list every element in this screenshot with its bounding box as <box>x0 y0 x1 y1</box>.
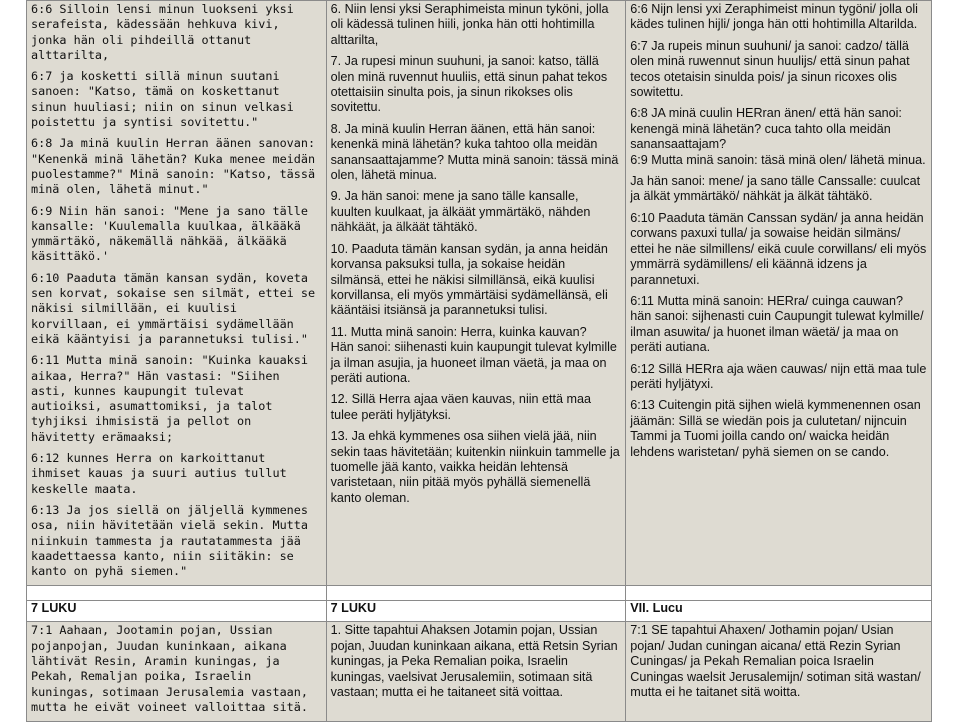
verse-6: 6. Niin lensi yksi Seraphimeista minun tyköni, jolla oli kädessä tulinen hiili, jonka hän otti hohtimilla alttarilta, <box>330 2 609 47</box>
verse-6-12: 6:12 kunnes Herra on karkoittanut ihmiset kauas ja suuri autius tullut keskelle maata. <box>31 451 287 496</box>
spacer-row <box>27 586 932 601</box>
verse-6-11: 6:11 Mutta minä sanoin: "Kuinka kauaksi aikaa, Herra?" Hän vastasi: "Siihen asti, kunnes kaupungit tulevat autioiksi, asumattomiksi, ja talot tyhjiksi ihmisistä ja pellot on hävitetty erämaaksi; <box>31 353 308 444</box>
verse-6-12-old: 6:12 Sillä HERra aja wäen cauwas/ nijn että maa tule peräti hyljätyxi. <box>630 361 927 391</box>
translation-table <box>26 0 932 722</box>
verse-6-6-old: 6:6 Nijn lensi yxi Zeraphimeist minun tygöni/ jolla oli kädes tulinen hijli/ jonga hän otti hohtimilla Altarilda. <box>630 2 918 32</box>
column-1992-translation <box>27 1 327 586</box>
verse-13: 13. Ja ehkä kymmenes osa siihen vielä jää, niin sekin taas hävitetään; kuitenkin niinkuin tammelle ja tuomelle jää kanto, vaikka heidän lehtensä varistetaan, niin pitää myös pyhällä siemenellä kanto oleman. <box>330 429 620 505</box>
column-1642-translation <box>626 1 932 586</box>
verse-6-8: 6:8 Ja minä kuulin Herran äänen sanovan: "Kenenkä minä lähetän? Kuka menee meidän puolestamme?" Minä sanoin: "Katso, tässä minä olen, lähetä minut." <box>31 136 316 197</box>
verse-7-1-old: 7:1 SE tapahtui Ahaxen/ Jothamin pojan/ Usian pojan/ Judan cuningan aicana/ että Rezin Syrian Cuningas/ ja Pekah Remalian poica Israelin Cuningas waelsit Jerusalemijn/ sotiman sitä wastan/ mutta ei he taitanet sitä woitta. <box>630 623 921 700</box>
verse-9: 9. Ja hän sanoi: mene ja sano tälle kansalle, kuulten kuulkaat, ja älkäät ymmärtäkö, nähden nähkäät, ja älkäät tähtäkö. <box>330 189 591 235</box>
verse-6-7: 6:7 ja kosketti sillä minun suutani sanoen: "Katso, tämä on koskettanut sinun huuliasi; niin on sinun velkasi poistettu ja syntisi sovitettu." <box>31 69 294 130</box>
verse-7-1: 7:1 Aahaan, Jootamin pojan, Ussian pojanpojan, Juudan kuninkaan, aikana lähtivät Resin, Aramin kuningas, ja Pekah, Remaljan poika, Israelin kuningas, sotimaan Jerusalemia vastaan, mutta he eivät voineet valloittaa sitä. <box>31 623 308 714</box>
verse-6-9: 6:9 Niin hän sanoi: "Mene ja sano tälle kansalle: 'Kuulemalla kuulkaa, älkääkä ymmärtäkö, näkemällä nähkää, älkääkä käsittäkö.' <box>31 203 308 264</box>
chapter-heading-row <box>27 601 932 622</box>
chapter-heading-3: VII. Lucu <box>626 601 932 622</box>
verse-6-9-old: Ja hän sanoi: mene/ ja sano tälle Canssalle: cuulcat ja älkät ymmärtäkö/ nähkät ja älkät tähtäkö. <box>630 174 921 204</box>
verse-6-13: 6:13 Ja jos siellä on jäljellä kymmenes osa, niin hävitetään vielä sekin. Mutta niinkuin tammesta ja rautatammesta jää kaadettaessa kanto, niin siitäkin: se kanto on pyhä siemen." <box>31 502 308 579</box>
chapter-7-row <box>27 622 932 722</box>
verse-6-8-old: 6:8 JA minä cuulin HERran änen/ että hän sanoi: kenengä minä lähetän? cuca tahto olla meidän sanansaattajam? 6:9 Mutta minä sanoin: täsä minä olen/ lähetä minua. <box>630 106 926 167</box>
verse-1: 1. Sitte tapahtui Ahaksen Jotamin pojan, Ussian pojan, Juudan kuninkaan aikana, että Retsin Syrian kuningas, ja Peka Remalian poika, Israelin kuningas, vaelsivat Jerusalemiin, sotimaan sitä vastaan; mutta ei he taitaneet sitä voittaa. <box>330 623 618 700</box>
verse-11: 11. Mutta minä sanoin: Herra, kuinka kauvan? Hän sanoi: siihenasti kuin kaupungit tulevat kylmille ja ilman asujia, ja huoneet ilman väetä, ja maa on peräti autiona. <box>330 324 617 385</box>
verse-6-6: 6:6 Silloin lensi minun luokseni yksi serafeista, kädessään hehkuva kivi, jonka hän oli pihdeillä ottanut alttarilta, <box>31 2 294 62</box>
verse-7: 7. Ja rupesi minun suuhuni, ja sanoi: katso, tällä olen minä ruvennut huuliis, että sinun pahat tekos otettaisiin sinulta pois, ja sinun rikokses olis sovitettu. <box>330 54 608 115</box>
chapter-6-row <box>27 1 932 586</box>
verse-6-11-old: 6:11 Mutta minä sanoin: HERra/ cuinga cauwan? hän sanoi: sijhenasti cuin Caupungit tulewat kylmille/ ilman asuwita/ ja huonet ilman wäetä/ ja maa on peräti autiana. <box>630 293 924 355</box>
column-1776-translation <box>326 1 626 586</box>
verse-6-13-old: 6:13 Cuitengin pitä sijhen wielä kymmenennen osan jäämän: Sillä se wiedän pois ja culutetan/ nijncuin Tammi ja Tuomi joilla cando on/ waicka heidän lehdens waristetan/ pyhä siemen on se cando. <box>630 398 921 459</box>
verse-8: 8. Ja minä kuulin Herran äänen, että hän sanoi: kenenkä minä lähetän? kuka tahtoo olla meidän sanansaattajamme? Mutta minä sanoin: tässä minä olen, lähetä minua. <box>330 121 619 183</box>
chapter-heading-1: 7 LUKU <box>27 601 327 622</box>
chapter-heading-2: 7 LUKU <box>326 601 626 622</box>
verse-12: 12. Sillä Herra ajaa väen kauvas, niin että maa tulee peräti hyljätyksi. <box>330 392 592 422</box>
verse-6-10: 6:10 Paaduta tämän kansan sydän, koveta sen korvat, sokaise sen silmät, ettei se näkisi silmillään, ei kuulisi korvillaan, ei ymmärtäisi sydämellään eikä kääntyisi ja parannetuksi tulisi." <box>31 270 316 346</box>
verse-6-7-old: 6:7 Ja rupeis minun suuhuni/ ja sanoi: cadzo/ tällä olen minä ruwennut sinun huulijs/ että sinun pahat tecos otetaisin sinulda pois/ ja sinun ricoxes olis sowitettu. <box>630 38 910 100</box>
verse-6-10-old: 6:10 Paaduta tämän Canssan sydän/ ja anna heidän corwans paxuxi tulla/ ja sowaise heidän silmäns/ ettei he näe silmillens/ eikä cuule corwillans/ eli myös ymmärrä sydämillens/ eli käännä idzens ja parannetuxi. <box>630 210 927 287</box>
verse-10: 10. Paaduta tämän kansan sydän, ja anna heidän korvansa paksuksi tulla, ja sokaise heidän silmänsä, ettei he näkisi silmillänsä, eikä kuulisi korvillansa, eli myös ymmärtäisi sydämellänsä, eli kääntäisi itsiänsä ja parannetuksi tulisi. <box>330 241 608 318</box>
